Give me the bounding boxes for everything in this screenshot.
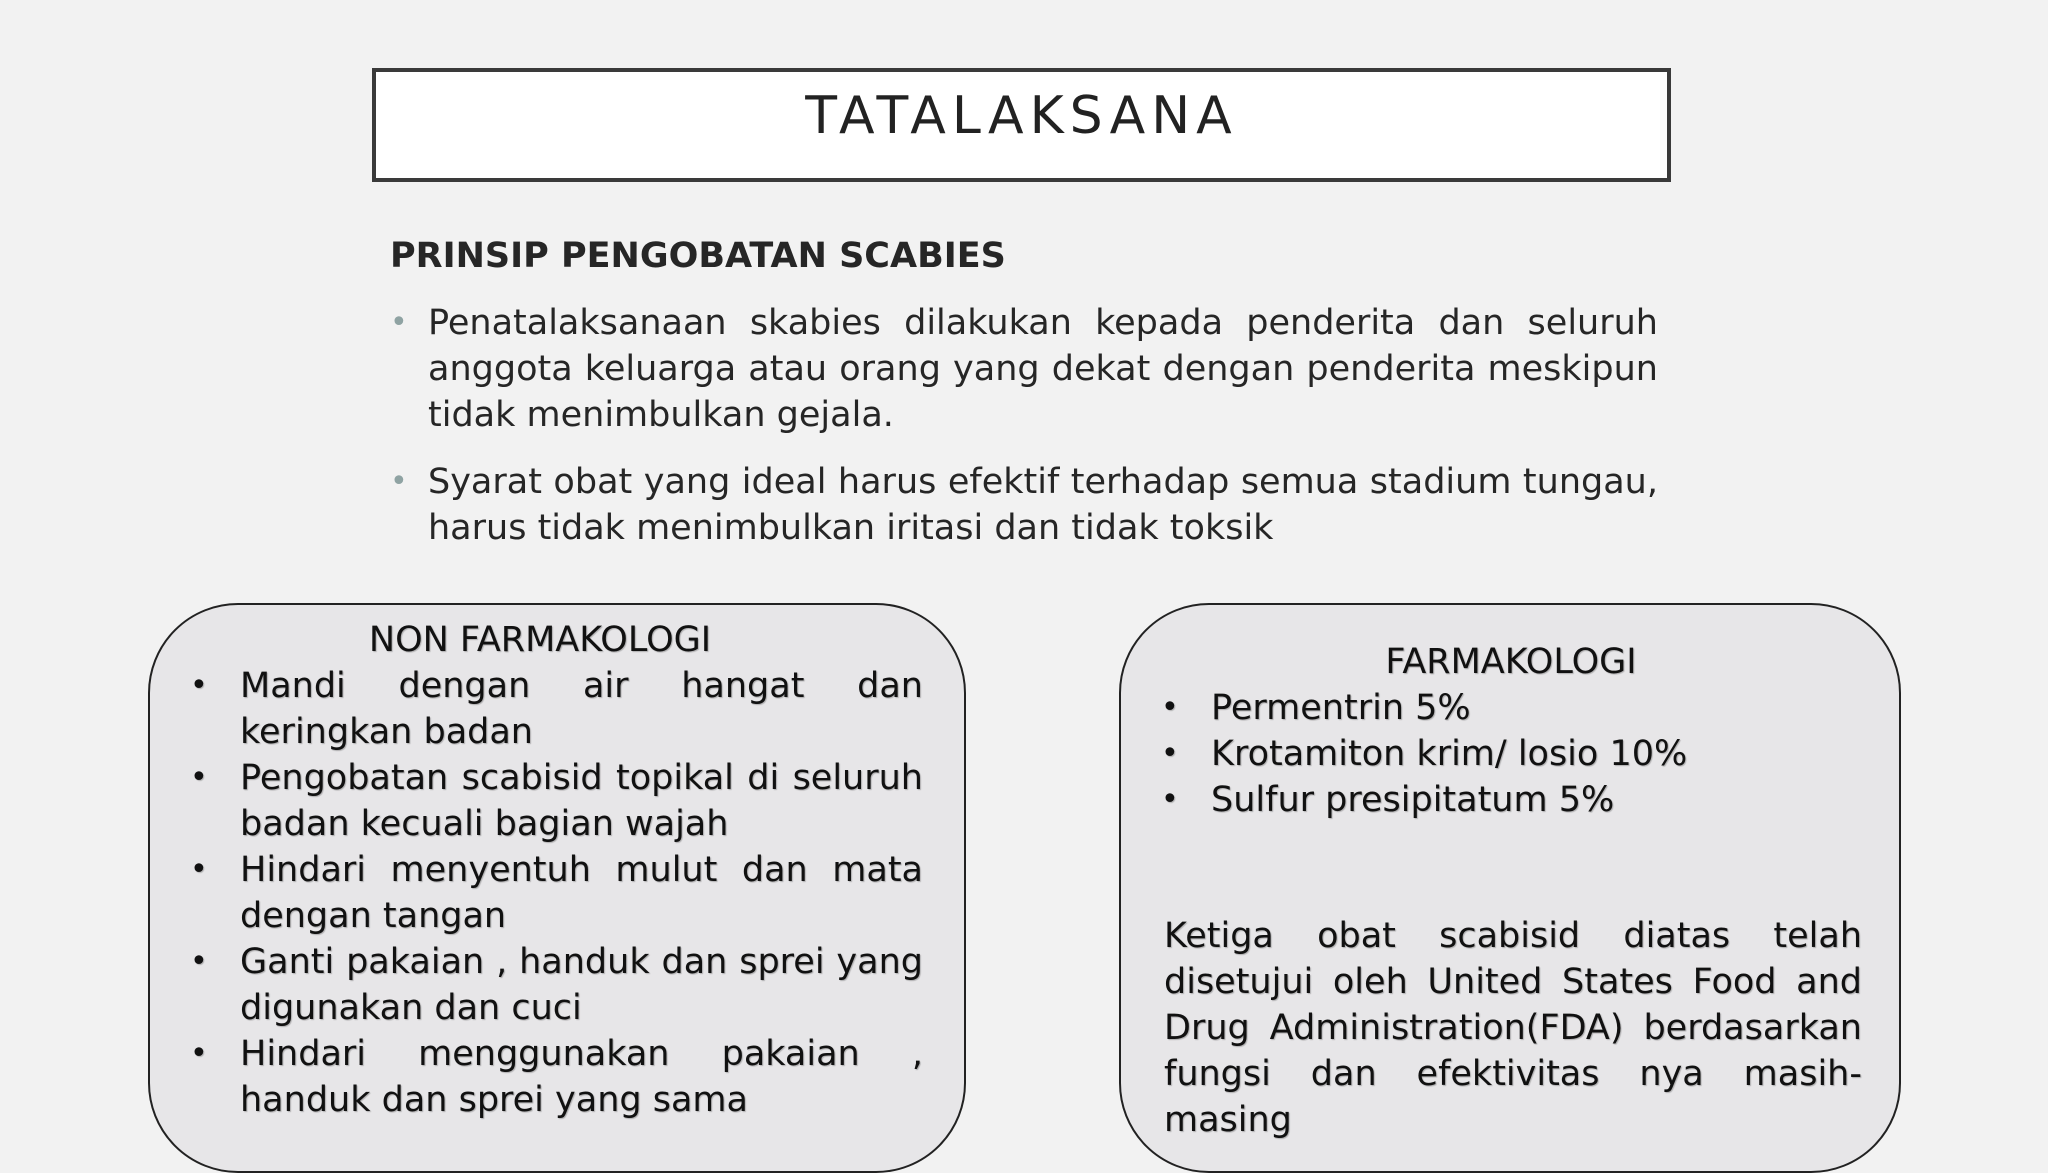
list-item-text: Pengobatan scabisid topikal di seluruh badan kecuali bagian wajah: [240, 758, 923, 844]
list-item-text: Krotamiton krim/ losio 10%: [1211, 734, 1688, 774]
bullet-icon: •: [390, 305, 408, 340]
list-item: [190, 847, 923, 939]
list-item-text: Mandi dengan air hangat dan keringkan badan: [240, 666, 923, 752]
bullet-icon: •: [190, 852, 208, 887]
principle-text: Syarat obat yang ideal harus efektif terhadap semua stadium tungau, harus tidak menimbulkan iritasi dan tidak toksik: [428, 462, 1658, 548]
bullet-icon: •: [1161, 690, 1179, 725]
non-farmakologi-list: [190, 663, 923, 1123]
bullet-icon: •: [1161, 782, 1179, 817]
list-item: [1161, 731, 1861, 777]
farmakologi-title: FARMAKOLOGI: [1385, 642, 1637, 682]
bullet-icon: •: [1161, 736, 1179, 771]
list-item-text: Permentrin 5%: [1211, 688, 1471, 728]
principle-item: [390, 300, 1658, 438]
list-item: [190, 939, 923, 1031]
list-item: [190, 755, 923, 847]
farmakologi-list: [1161, 685, 1861, 823]
principle-item: [390, 459, 1658, 551]
title-box: [372, 68, 1671, 182]
bullet-icon: •: [190, 1036, 208, 1071]
list-item-text: Hindari menggunakan pakaian , handuk dan sprei yang sama: [240, 1034, 923, 1120]
bullet-icon: •: [190, 944, 208, 979]
farmakologi-panel: [1119, 603, 1901, 1173]
principle-text: Penatalaksanaan skabies dilakukan kepada penderita dan seluruh anggota keluarga atau orang yang dekat dengan penderita meskipun tidak menimbulkan gejala.: [428, 303, 1658, 435]
principles-list: [390, 300, 1658, 572]
farmakologi-note: Ketiga obat scabisid diatas telah disetujui oleh United States Food and Drug Administration(FDA) berdasarkan fungsi dan efektivitas nya masih-masing: [1164, 916, 1862, 1140]
list-item: [1161, 685, 1861, 731]
bullet-icon: •: [190, 668, 208, 703]
list-item-text: Hindari menyentuh mulut dan mata dengan tangan: [240, 850, 923, 936]
list-item: [1161, 777, 1861, 823]
list-item: [190, 663, 923, 755]
slide-title: TATALAKSANA: [805, 86, 1238, 146]
non-farmakologi-panel: [148, 603, 966, 1173]
list-item-text: Ganti pakaian , handuk dan sprei yang digunakan dan cuci: [240, 942, 923, 1028]
non-farmakologi-title: NON FARMAKOLOGI: [368, 620, 712, 660]
bullet-icon: •: [190, 760, 208, 795]
list-item: [190, 1031, 923, 1123]
section-heading: PRINSIP PENGOBATAN SCABIES: [390, 236, 1006, 276]
bullet-icon: •: [390, 464, 408, 499]
list-item-text: Sulfur presipitatum 5%: [1211, 780, 1615, 820]
